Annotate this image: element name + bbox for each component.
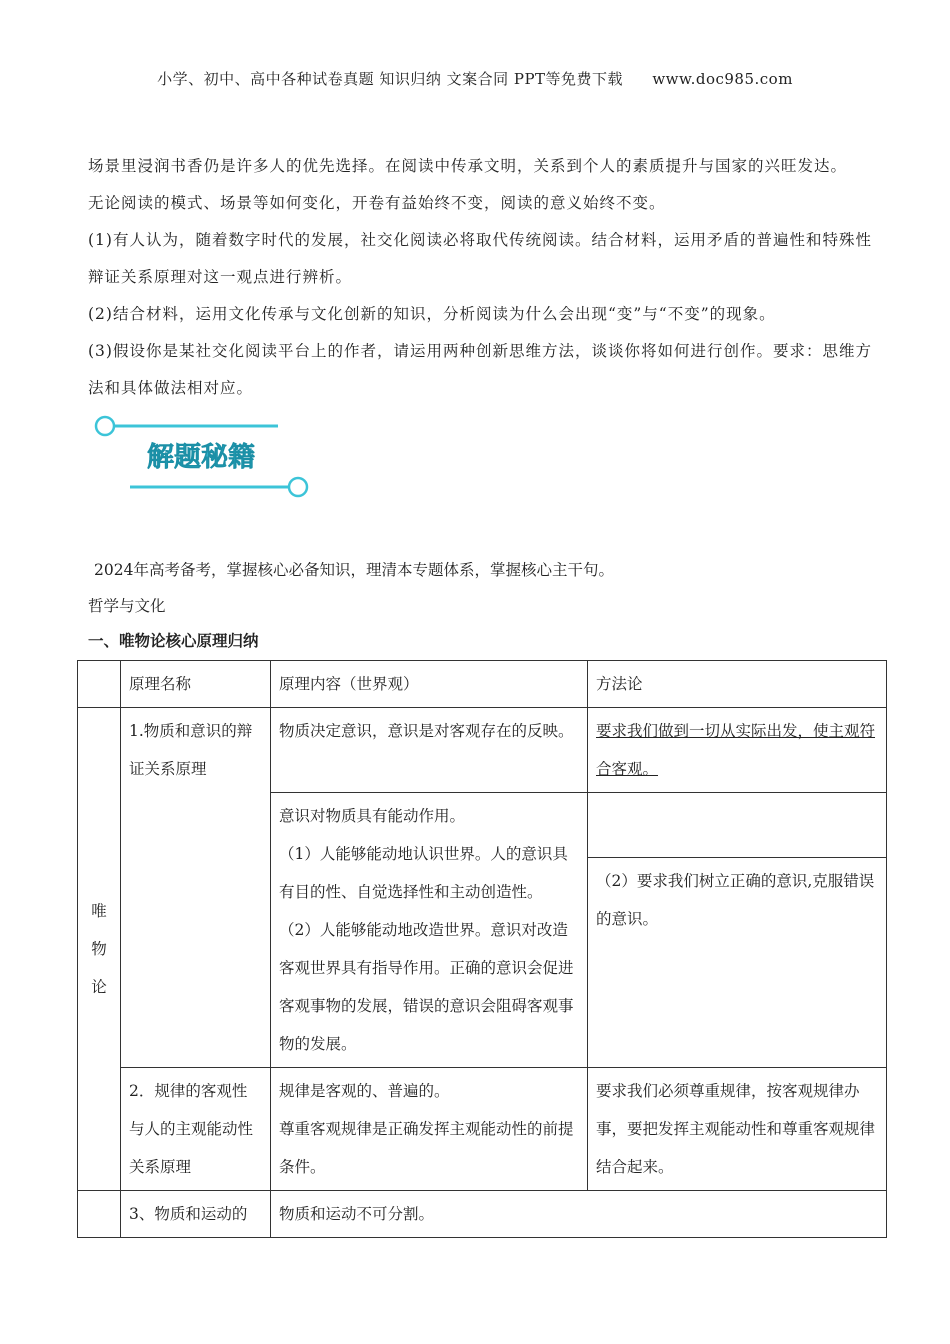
table-header-cell [78,661,121,708]
table-row [78,708,887,793]
question-1: (1)有人认为，随着数字时代的发展，社交化阅读必将取代传统阅读。结合材料，运用矛盾的普遍性和特殊性辩证关系原理对这一观点进行辨析。 [88,231,872,286]
table-header-row [78,661,887,708]
methodology-cell [588,708,887,793]
solution-tips-banner [92,410,316,502]
banner-circle-left [96,417,114,435]
methodology-text: 要求我们做到一切从实际出发，使主观符合客观。 [596,722,876,778]
page-header [0,68,950,89]
methodology-cell: 要求我们必须尊重规律，按客观规律办事，要把发挥主观能动性和尊重客观规律结合起来。 [588,1068,887,1191]
banner-title: 解题秘籍 [147,442,255,473]
banner-graphic [92,410,316,502]
table-row [78,1191,887,1238]
group-label-cell [78,708,121,1191]
intro-paragraph: 场景里浸润书香仍是许多人的优先选择。在阅读中传承文明，关系到个人的素质提升与国家的兴旺发达。 [88,157,848,175]
intro-block [88,148,878,407]
methodology-cell: （2）要求我们树立正确的意识,克服错误的意识。 [588,858,887,1068]
principles-table [77,660,887,1238]
empty-methodology-cell [588,793,887,858]
table-header-cell: 原理内容（世界观） [271,661,588,708]
header-site-text: 小学、初中、高中各种试卷真题 知识归纳 文案合同 PPT等免费下载 [157,70,624,88]
principle-content-cell: 物质决定意识，意识是对客观存在的反映。 [271,708,588,793]
principle-content-cell [271,793,588,1068]
content-line: 意识对物质具有能动作用。 [279,807,466,825]
content-line: 尊重客观规律是正确发挥主观能动性的前提条件。 [279,1120,574,1176]
table-header-cell: 方法论 [588,661,887,708]
group-label-char: 论 [91,978,107,996]
question-3: (3)假设你是某社交化阅读平台上的作者，请运用两种创新思维方法，谈谈你将如何进行创作。要求：思维方法和具体做法相对应。 [88,342,872,397]
principle-content-cell: 物质和运动不可分割。 [271,1191,887,1238]
principle-name-cell: 2．规律的客观性与人的主观能动性关系原理 [121,1068,271,1191]
header-url[interactable]: www.doc985.com [652,70,793,88]
intro-paragraph: 无论阅读的模式、场景等如何变化，开卷有益始终不变，阅读的意义始终不变。 [88,194,666,212]
group-label-cell [78,1191,121,1238]
table-header-cell: 原理名称 [121,661,271,708]
table-row [78,1068,887,1191]
group-label-char: 物 [91,940,107,958]
content-line: （1）人能够能动地认识世界。人的意识具有目的性、自觉选择性和主动创造性。 [279,845,568,901]
body-intro: 2024年高考备考，掌握核心必备知识，理清本专题体系，掌握核心主干句。 [94,561,614,579]
principle-name-cell: 1.物质和意识的辩证关系原理 [121,708,271,1068]
content-line: （2）人能够能动地改造世界。意识对改造客观世界具有指导作用。正确的意识会促进客观事物的发展，错误的意识会阻碍客观事物的发展。 [279,921,574,1053]
principle-name-cell: 3、物质和运动的 [121,1191,271,1238]
group-label-char: 唯 [91,902,107,920]
section-title: 一、唯物论核心原理归纳 [88,632,259,650]
banner-circle-right [289,478,307,496]
content-line: 规律是客观的、普遍的。 [279,1082,450,1100]
subject-heading: 哲学与文化 [88,597,166,615]
question-2: (2)结合材料，运用文化传承与文化创新的知识，分析阅读为什么会出现“变”与“不变”的现象。 [88,305,776,323]
principle-content-cell [271,1068,588,1191]
